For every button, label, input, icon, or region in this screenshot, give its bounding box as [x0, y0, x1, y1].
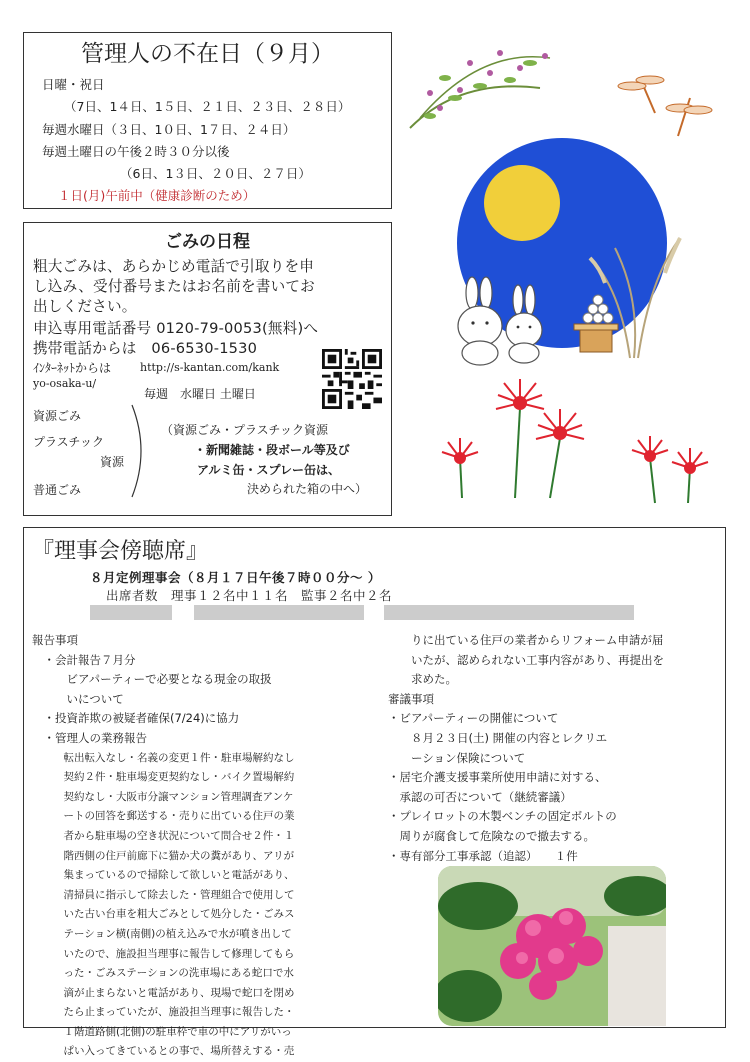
redacted-area [90, 605, 172, 620]
report-line: 者から駐車場の空き状況について問合せ２件・１ [32, 829, 295, 842]
deliberation-line: ・居宅介護支援事業所使用申請に対する、 [388, 770, 607, 785]
garbage-mobile: 携帯電話からは 06-6530-1530 [33, 340, 258, 357]
crape-myrtle-photo [438, 866, 666, 1026]
garbage-type-normal: 普通ごみ [33, 483, 82, 497]
report-line: 報告事項 [32, 633, 78, 647]
report-line: 集まっているので掃除して欲しいと電話があり、 [32, 869, 295, 882]
report-line: ・会計報告７月分 [32, 652, 136, 667]
garbage-type-plastic: プラスチック [33, 435, 105, 449]
dragonfly-icon [618, 76, 712, 136]
report-line: いた古い台車を粗大ごみとして処分した・ごみス [32, 908, 295, 921]
absent-line: 毎週土曜日の午後２時３０分以後 [42, 144, 230, 159]
deliberation-items-column [388, 631, 664, 866]
garbage-note: アルミ缶・スプレー缶は、 [197, 463, 341, 477]
garbage-url[interactable]: yo-osaka-u/ [33, 377, 97, 390]
absent-line: 日曜・祝日 [42, 77, 105, 92]
deliberation-line: いたが、認められない工事内容があり、再提出を [388, 652, 664, 667]
qr-code-icon [322, 349, 382, 409]
absent-line: （6日、1３日、２０日、２７日） [120, 166, 311, 181]
report-line: った・ごみステーションの洗車場にある蛇口で水 [32, 967, 294, 980]
deliberation-line: ８月２３日(土) 開催の内容とレクリエ [388, 730, 608, 745]
board-meeting-title: 『理事会傍聴席』 [32, 539, 209, 564]
report-items-column [32, 631, 295, 1062]
report-line: 清掃員に指示して除去した・管理組合で使用して [32, 888, 295, 901]
garbage-note: ・新聞雑誌・段ボール等及び [194, 443, 350, 457]
report-line: たら止まっていたが、施設担当理事に報告した・ [32, 1006, 295, 1019]
deliberation-line: 承認の可否について（継続審議） [388, 789, 572, 804]
report-line: ・管理人の業務報告 [32, 730, 147, 745]
redacted-area [384, 605, 634, 620]
meeting-subtitle: ８月定例理事会（８月１７日午後７時００分～ ） [90, 570, 381, 585]
garbage-text: 出しください。 [33, 298, 137, 315]
report-line: いについて [32, 691, 124, 706]
garbage-text: 粗大ごみは、あらかじめ電話で引取りを申 [33, 258, 315, 275]
deliberation-line: りに出ている住戸の業者からリフォーム申請が届 [388, 633, 664, 647]
board-meeting-box [23, 527, 726, 1058]
full-moon-icon [484, 165, 560, 241]
garbage-type-resource: 資源ごみ [33, 409, 82, 423]
absent-line: （7日、1４日、1５日、２１日、２３日、２８日） [64, 99, 351, 114]
report-line: ビアパーティーで必要となる現金の取扱 [32, 672, 272, 687]
report-line: ートの回答を郵送する・売りに出ている住戸の業 [32, 810, 295, 823]
garbage-note: 決められた箱の中へ） [247, 482, 368, 496]
garbage-note: （資源ごみ・プラスチック資源 [161, 423, 329, 437]
report-line: テーション横(南側)の植え込みで水が噴き出して [32, 927, 292, 940]
absent-line: 毎週水曜日（３日、1０日、1７日、２４日） [42, 122, 296, 137]
report-line: ・投資詐欺の被疑者確保(7/24)に協力 [32, 711, 240, 726]
deliberation-line: 審議事項 [388, 691, 434, 706]
report-line: 転出転入なし・名義の変更１件・駐車場解約なし [32, 751, 295, 764]
deliberation-line: ーション保険について [388, 750, 526, 765]
report-line: 滴が止まらないと電話があり、現場で蛇口を閉め [32, 986, 295, 999]
deliberation-line: ・ビアパーティーの開催について [388, 711, 559, 726]
bush-clover-icon [410, 50, 550, 128]
report-line: 階西側の住戸前廊下に猫か犬の糞があり、アリが [32, 849, 295, 862]
absent-health-check-line: １日(月)午前中（健康診断のため） [58, 188, 256, 203]
garbage-title: ごみの日程 [165, 232, 250, 252]
deliberation-line: ・プレイロットの木製ベンチの固定ボルトの [388, 809, 617, 824]
garbage-type-plastic-2: 資源 [100, 455, 125, 469]
report-line: 契約なし・大阪市分譲マンション管理調査アンケ [32, 790, 294, 803]
report-line: いたので、施設担当理事に報告して修理してもら [32, 947, 295, 960]
deliberation-line: 求めた。 [388, 672, 457, 687]
report-line: 契約２件・駐車場変更契約なし・バイク置場解約 [32, 771, 295, 784]
deliberation-line: ・専有部分工事承認（追認） １件 [388, 848, 578, 863]
bracket-icon [128, 403, 154, 499]
report-line: １階道路側(北側)の駐車枠で車の中にアリがいっ [32, 1025, 292, 1038]
garbage-text: し込み、受付番号またはお名前を書いてお [33, 278, 315, 295]
garbage-days: 毎週 水曜日 土曜日 [144, 387, 256, 401]
meeting-attendance: 出席者数 理事１２名中１１名 監事２名中２名 [106, 588, 393, 603]
redacted-area [194, 605, 364, 620]
garbage-url[interactable]: http://s-kantan.com/kank [140, 361, 280, 374]
absent-days-title: 管理人の不在日（９月） [81, 41, 334, 67]
absent-days-box [23, 32, 392, 209]
deliberation-line: 周りが腐食して危険なので撤去する。 [388, 828, 595, 843]
garbage-internet-label: ｲﾝﾀｰﾈｯﾄからは [33, 361, 112, 375]
garbage-schedule-box [23, 222, 392, 516]
moon-viewing-illustration [400, 18, 740, 518]
report-line: ぱい入ってきているとの事で、場所替えする・売 [32, 1045, 295, 1058]
garbage-phone: 申込専用電話番号 0120-79-0053(無料)へ [33, 320, 319, 337]
